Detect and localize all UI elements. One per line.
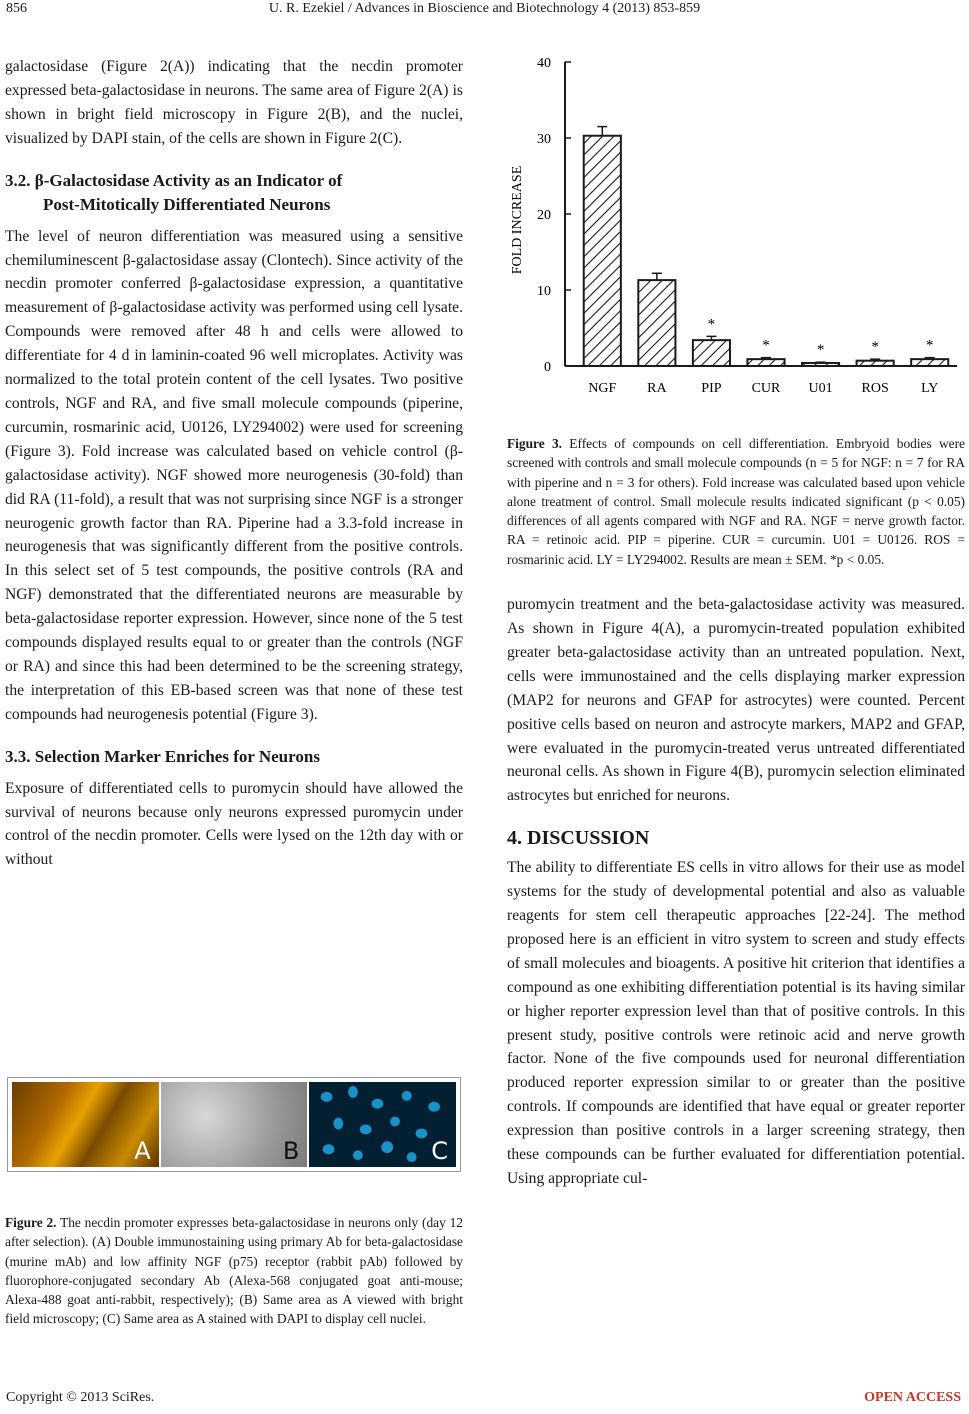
figure-2-panel-c — [309, 1082, 456, 1167]
page-footer — [0, 1390, 969, 1410]
bar-ros — [857, 361, 894, 366]
bar-ra — [638, 280, 675, 366]
figure-3-caption-label: Figure 3. — [507, 436, 563, 451]
section-3-3-heading: 3.3. Selection Marker Enriches for Neurons — [5, 746, 320, 766]
section-title-line-2: Post-Mitotically Differentiated Neurons — [43, 194, 331, 214]
section-title-line-1: β-Galactosidase Activity as an Indicator of — [34, 170, 343, 190]
x-tick-label: RA — [647, 381, 667, 396]
y-axis-label: FOLD INCREASE — [510, 165, 525, 275]
left-paragraph-2: The level of neuron differentiation was measured using a sensitive chemiluminescent β-galactosidase assay (Clontech). Since activity of the necdin promoter conferred β-galactosidase expression, a quantitative measurement of β-galactosidase activity was performed using cell lysate. Compounds were removed after 48 h and cells were allowed to differentiate for 4 d in laminin-coated 96 well microplates. Activity was normalized to the total protein content of the cell lysates. Two positive controls, NGF and RA, and five small molecule compounds (piperine, curcumin, rosmarinic acid, U0126, LY294002) were used for screening (Figure 3). Fold increase was calculated based on vehicle control (β-galactosidase activity). NGF showed more neurogenesis (30-fold) than did RA (11-fold), a result that was not surprising since NGF is a stronger neurogenic growth factor than RA. Piperine had a 3.3-fold increase in neurogenesis that was significantly different from the positive controls. In this select set of 5 test compounds, the positive controls (RA and NGF) demonstrated that the differentiated neurons are measurable by beta-galactosidase reporter expression. However, since none of the 5 test compounds displayed results equal to or greater than the controls (NGF or RA) and since this had been determined to be the screening strategy, the interpretation of this EB-based screen was that none of these test compounds had neurogenesis potential (Figure 3). — [5, 227, 463, 723]
figure-2-image — [7, 1077, 461, 1172]
x-tick-label: LY — [921, 381, 939, 396]
figure-3-caption — [507, 434, 965, 569]
y-tick-label: 30 — [537, 132, 551, 147]
open-access-badge: OPEN ACCESS — [864, 1390, 961, 1405]
y-tick-label: 0 — [544, 360, 551, 375]
x-tick-label: PIP — [701, 381, 722, 396]
significance-marker: * — [762, 337, 770, 354]
figure-2-panel-b — [161, 1082, 308, 1167]
copyright: Copyright © 2013 SciRes. — [6, 1390, 155, 1405]
bar-u01 — [802, 363, 839, 366]
right-paragraph-1: puromycin treatment and the beta-galactosidase activity was measured. As shown in Figure 4(A), a puromycin-treated population exhibited greater beta-galactosidase activity than an untreated population. Next, cells were immunostained and the cells displaying marker expression (MAP2 for neurons and GFAP for astrocytes) were counted. Percent positive cells based on neuron and astrocyte markers, MAP2 and GFAP, were evaluated in the puromycin-treated verus untreated differentiated neuronal cells. As shown in Figure 4(B), puromycin selection eliminated astrocytes but enriched for neurons. — [507, 596, 965, 805]
figure-3-chart — [507, 50, 965, 400]
figure-2-caption — [5, 1213, 463, 1329]
figure-2-caption-block — [5, 1213, 463, 1329]
x-tick-label: ROS — [861, 381, 889, 396]
x-tick-label: U01 — [808, 381, 833, 396]
y-tick-label: 10 — [537, 284, 551, 299]
x-tick-label: NGF — [588, 381, 617, 396]
section-3-2-heading — [5, 169, 463, 217]
left-column — [5, 55, 463, 872]
significance-marker: * — [871, 339, 879, 356]
figure-2-panel-a — [12, 1082, 159, 1167]
panel-label-a: A — [134, 1137, 151, 1165]
y-tick-label: 20 — [537, 208, 551, 223]
bar-ngf — [584, 136, 621, 366]
bar-pip — [693, 340, 730, 366]
bar-cur — [747, 359, 784, 366]
panel-label-b: B — [282, 1137, 300, 1165]
right-paragraph-2: The ability to differentiate ES cells in vitro allows for their use as model systems for the study of developmental potential and also as valuable reagents for stem cell therapeutic approaches [22-24]. The method proposed here is an efficient in vitro system to screen and study effects of small molecules and bioagents. A positive hit criterion that identifies a compound as one exhibiting differentiation potential is its having similar or higher reporter expression level than that of positive controls. In this present study, positive controls were retinoic acid and nerve growth factor. None of the five compounds used for neuronal differentiation produced reporter expression similar to or greater than the positive controls. If compounds are identified that have equal or greater reporter expression than positive controls in a larger screening strategy, then these compounds can be further evaluated for differentiation potential. Using appropriate cul- — [507, 859, 965, 1188]
significance-marker: * — [707, 316, 716, 333]
section-number: 3.2. — [5, 170, 31, 190]
bar-ly — [911, 359, 948, 366]
running-head: U. R. Ezekiel / Advances in Bioscience and Biotechnology 4 (2013) 853-859 — [268, 1, 701, 16]
left-paragraph-3: Exposure of differentiated cells to puromycin should have allowed the survival of neurons because only neurons expressed puromycin under control of the necdin promoter. Cells were lysed on the 12th day with or without — [5, 779, 463, 869]
figure-2-caption-label: Figure 2. — [5, 1215, 57, 1230]
significance-marker: * — [816, 342, 825, 359]
section-4-heading: 4. DISCUSSION — [507, 827, 650, 850]
page-header — [0, 0, 969, 22]
right-column — [507, 434, 965, 1191]
figure-2-caption-text: The necdin promoter expresses beta-galactosidase in neurons only (day 12 after selection). (A) Double immunostaining using primary Ab for beta-galactosidase (murine mAb) and low affinity NGF (p75) receptor (rabbit pAb) followed by fluorophore-conjugated secondary Ab (Alexa-568 conjugated goat anti-mouse; Alexa-488 goat anti-rabbit, respectively); (B) Same area as A viewed with bright field microscopy; (C) Same area as A stained with DAPI to display cell nuclei. — [5, 1215, 463, 1327]
x-tick-label: CUR — [751, 381, 781, 396]
panel-label-c: C — [431, 1137, 449, 1165]
y-tick-label: 40 — [537, 56, 551, 71]
bar-chart-svg — [507, 50, 965, 400]
significance-marker: * — [925, 337, 934, 354]
left-paragraph-1: galactosidase (Figure 2(A)) indicating that the necdin promoter expressed beta-galactosidase in neurons. The same area of Figure 2(A) is shown in bright field microscopy in Figure 2(B), and the nuclei, visualized by DAPI stain, of the cells are shown in Figure 2(C). — [5, 58, 463, 147]
figure-3-caption-text: Effects of compounds on cell differentiation. Embryoid bodies were screened with controls and small molecule compounds (n = 5 for NGF: n = 7 for RA with piperine and n = 3 for others). Fold increase was calculated based upon vehicle alone treatment of control. Small molecule results indicated significant (p < 0.05) differences of all agents compared with NGF and RA. NGF = nerve growth factor. RA = retinoic acid. PIP = piperine. CUR = curcumin. U01 = U0126. ROS = rosmarinic acid. LY = LY294002. Results are mean ± SEM. *p < 0.05. — [507, 436, 965, 567]
page-number: 856 — [6, 1, 27, 16]
